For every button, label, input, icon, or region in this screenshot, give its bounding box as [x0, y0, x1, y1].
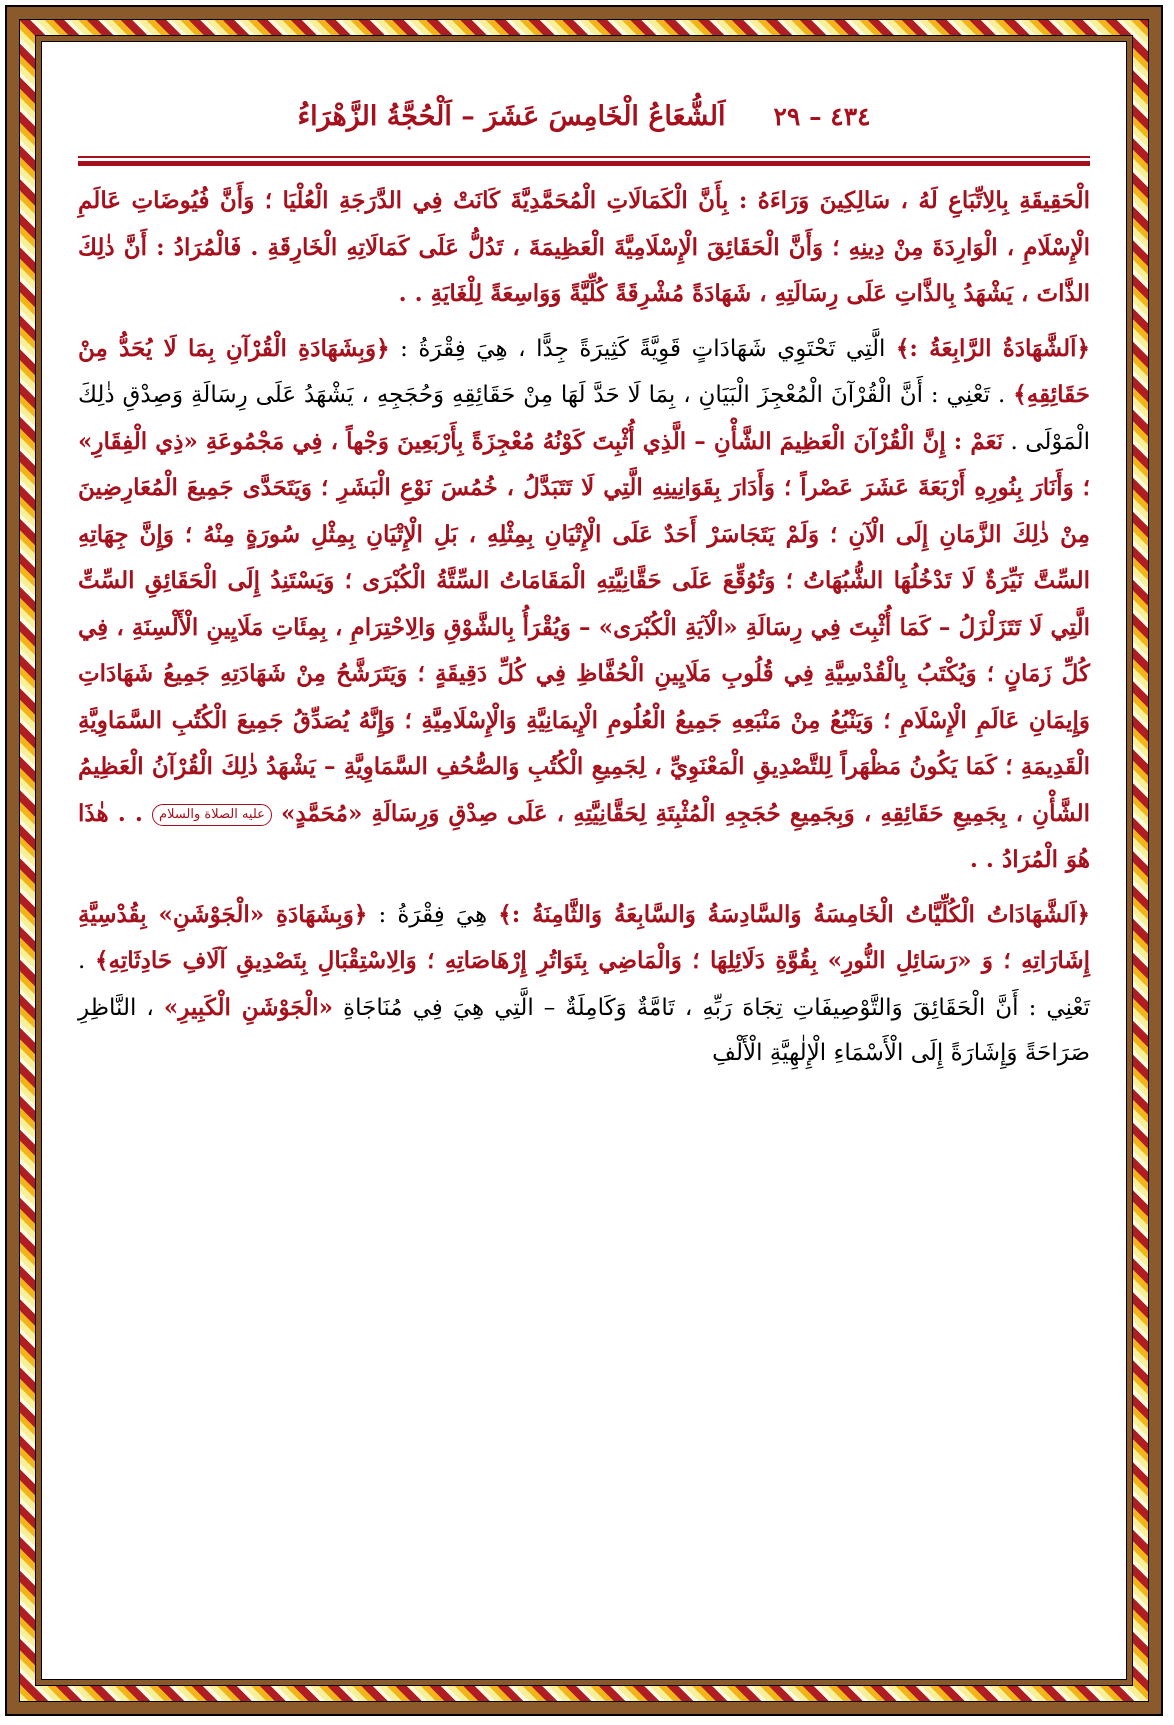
text-segment: نَعَمْ : إِنَّ الْقُرْآنَ الْعَظِيمَ الشَّأْنِ – الَّذِي أُثْبِتَ كَوْنُهُ مُعْجِزَةً بِأَرْبَعِينَ وَجْهاً ، فِي مَجْمُوعَةِ «ذِي الْفِقَارِ» ؛ وَأَنَارَ بِنُورِهِ أَرْبَعَةَ عَشَرَ عَصْراً ؛ وَأَدَارَ بِقَوَانِينِهِ الَّتِي لَا تَتَبَدَّلُ ، خُمُسَ نَوْعِ الْبَشَرِ ؛ وَيَتَحَدَّى جَمِيعَ الْمُعَارِضِينَ مِنْ ذٰلِكَ الزَّمَانِ إِلَى الْآنِ ؛ وَلَمْ يَتَجَاسَرْ أَحَدٌ عَلَى الْإِتْيَانِ بِمِثْلِهِ ، بَلِ الْإِتْيَانِ بِمِثْلِ سُورَةٍ مِنْهُ ؛ وَإِنَّ جِهَاتِهِ السِّتَّ نَيِّرَةٌ لَا تَدْخُلُهَا الشُّبُهَاتُ ؛ وَتُوُقِّعَ عَلَى حَقَّانِيَّتِهِ الْمَقَامَاتُ السِّتَّةُ الْكُبْرَى ؛ وَيَسْتَنِدُ إِلَى الْحَقَائِقِ السِّتِّ الَّتِي لَا تَتَزَلْزَلُ – كَمَا أُثْبِتَ فِي رِسَالَةِ «الْآيَةِ الْكُبْرَى» – وَيُقْرَأُ بِالشَّوْقِ وَالِاحْتِرَامِ ، بِمِئَاتِ مَلَايِينِ الْأَلْسِنَةِ ، فِي كُلِّ زَمَانٍ ؛ وَيُكْتَبُ بِالْقُدْسِيَّةِ فِي قُلُوبِ مَلَايِينِ الْحُفَّاظِ فِي كُلِّ دَقِيقَةٍ ؛ وَيَتَرَشَّحُ مِنْ شَهَادَتِهِ جَمِيعُ شَهَادَاتِ وَإِيمَانِ عَالَمِ الْإِسْلَامِ ؛ وَيَنْبُعُ مِنْ مَنْبَعِهِ جَمِيعُ الْعُلُومِ الْإِيمَانِيَّةِ وَالْإِسْلَامِيَّةِ ؛ وَإِنَّهُ يُصَدِّقُ جَمِيعَ الْكُتُبِ السَّمَاوِيَّةِ الْقَدِيمَةِ ؛ كَمَا يَكُونُ مَظْهَراً لِلتَّصْدِيقِ الْمَعْنَوِيِّ ، لِجَمِيعِ الْكُتُبِ وَالصُّحُفِ السَّمَاوِيَّةِ – يَشْهَدُ ذٰلِكَ الْقُرْآنُ الْعَظِيمُ الشَّأْنِ ، بِجَمِيعِ حَقَائِقِهِ ، وَبِجَمِيعِ حُجَجِهِ الْمُثْبِتَةِ لِحَقَّانِيَّتِهِ ، عَلَى صِدْقِ وَرِسَالَةِ «مُحَمَّدٍ» — [78, 427, 1090, 827]
header-divider-thin — [78, 156, 1090, 158]
paragraph-3-universal-testimonies — [78, 892, 1090, 1077]
quoted-title: «الْجَوْشَنِ الْكَبِيرِ» — [163, 993, 333, 1021]
quoted-phrase: ﴿وَبِشَهَادَةِ الْقُرْآنِ بِمَا لَا يُحَدُّ مِنْ حَقَائِقِهِ﴾ — [78, 334, 1090, 408]
page-header — [78, 86, 1090, 146]
page-number: ٤٣٤ – ٢٩ — [773, 101, 871, 131]
section-heading: ﴿اَلشَّهَادَاتُ الْكُلِّيَّاتُ الْخَامِسَةُ وَالسَّادِسَةُ وَالسَّابِعَةُ وَالثَّامِنَةُ :﴾ — [498, 900, 1090, 928]
text-segment: . . هٰذَا هُوَ الْمُرَادُ . . — [78, 799, 1090, 873]
page-title: اَلشُّعَاعُ الْخَامِسَ عَشَرَ – اَلْحُجَّةُ الزَّهْرَاءُ — [297, 100, 726, 132]
header-divider-thick — [78, 161, 1090, 166]
body-text — [78, 178, 1090, 1085]
paragraph-2-fourth-testimony — [78, 326, 1090, 884]
text-segment: . تَعْنِي : أَنَّ الْقُرْآنَ الْمُعْجِزَ الْبَيَانِ ، بِمَا لَا حَدَّ لَهَا مِنْ حَقَائِقِهِ وَحُجَجِهِ ، يَشْهَدُ عَلَى رِسَالَةِ وَصِدْقِ ذٰلِكَ الْمَوْلَى . — [78, 382, 1090, 455]
text-segment: . تَعْنِي : أَنَّ الْحَقَائِقَ وَالتَّوْصِيفَاتِ تِجَاهَ رَبِّهِ ، تَامَّةٌ وَكَامِلَةٌ – الَّتِي هِيَ فِي مُنَاجَاةِ — [78, 948, 1091, 1021]
page-area — [41, 41, 1127, 1680]
text-segment: هِيَ فِقْرَةُ : — [367, 901, 499, 928]
section-heading: ﴿اَلشَّهَادَةُ الرَّابِعَةُ :﴾ — [895, 334, 1090, 362]
paragraph-1 — [78, 178, 1090, 318]
salutation-calligraphy-icon: عليه الصلاة والسلام — [152, 804, 272, 826]
text-segment: ، النَّاظِرِ صَرَاحَةً وَإِشَارَةً إِلَى الْأَسْمَاءِ الْإِلٰهِيَّةِ الْأَلْفِ — [78, 994, 1090, 1066]
quoted-phrase: ﴿وَبِشَهَادَةِ «الْجَوْشَنِ» بِقُدْسِيَّةِ إِشَارَاتِهِ ؛ وَ «رَسَائِلِ النُّورِ» بِقُوَّةِ دَلَائِلِهَا ؛ وَالْمَاضِي بِتَوَاتُرِ إِرْهَاصَاتِهِ ؛ وَالِاسْتِقْبَالِ بِتَصْدِيقِ آلَافِ حَادِثَاتِهِ﴾ — [78, 900, 1090, 974]
text-segment: الْحَقِيقَةِ بِالِاتِّبَاعِ لَهُ ، سَالِكِينَ وَرَاءَهُ : بِأَنَّ الْكَمَالَاتِ الْمُحَمَّدِيَّةَ كَانَتْ فِي الدَّرَجَةِ الْعُلْيَا ؛ وَأَنَّ فُيُوضَاتِ عَالَمِ الْإِسْلَامِ ، الْوَارِدَةَ مِنْ دِينِهِ ؛ وَأَنَّ الْحَقَائِقَ الْإِسْلَامِيَّةَ الْعَظِيمَةَ ، تَدُلُّ عَلَى كَمَالَاتِهِ الْخَارِقَةِ . فَالْمُرَادُ : أَنَّ ذٰلِكَ الذَّاتَ ، يَشْهَدُ بِالذَّاتِ عَلَى رِسَالَتِهِ ، شَهَادَةً مُشْرِقَةً كُلِّيَّةً وَوَاسِعَةً لِلْغَايَةِ . . — [78, 187, 1090, 307]
text-segment: الَّتِي تَحْتَوِي شَهَادَاتٍ قَوِيَّةً كَثِيرَةً جِدًّا ، هِيَ فِقْرَةُ : — [389, 335, 896, 362]
ornamental-frame — [5, 5, 1163, 1716]
